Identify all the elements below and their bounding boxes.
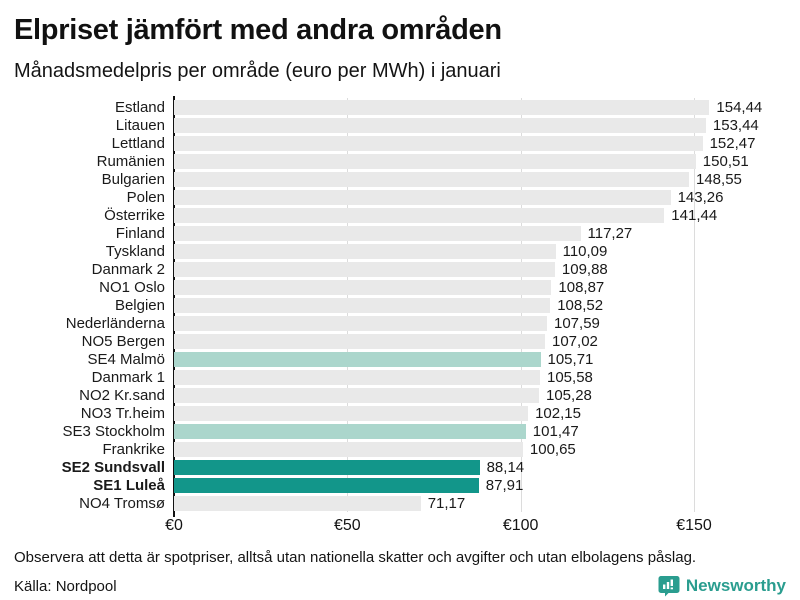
brand-name: Newsworthy bbox=[685, 576, 786, 596]
bar-track bbox=[174, 388, 786, 403]
bar-value: 153,44 bbox=[712, 116, 759, 134]
category-label: Lettland bbox=[111, 134, 165, 152]
chart-row bbox=[14, 188, 786, 206]
category-label: Nederländerna bbox=[65, 314, 165, 332]
category-label: Estland bbox=[114, 98, 165, 116]
bar-track bbox=[174, 280, 786, 295]
bar-value: 88,14 bbox=[486, 458, 525, 476]
bar-track bbox=[174, 352, 786, 367]
bar-track bbox=[174, 334, 786, 349]
bar-value: 117,27 bbox=[587, 224, 633, 242]
chart-row bbox=[14, 98, 786, 116]
bar-track bbox=[174, 190, 786, 205]
bar bbox=[174, 406, 528, 421]
bar-value: 154,44 bbox=[716, 98, 763, 116]
bar-track bbox=[174, 154, 786, 169]
bar-value: 87,91 bbox=[485, 476, 524, 494]
category-label: Danmark 1 bbox=[91, 368, 165, 386]
bar-value: 110,09 bbox=[562, 242, 608, 260]
bar-track bbox=[174, 424, 786, 439]
bar bbox=[174, 442, 523, 457]
bar-track bbox=[174, 370, 786, 385]
bar bbox=[174, 208, 664, 223]
bar bbox=[174, 190, 671, 205]
bar bbox=[174, 334, 545, 349]
chart-row bbox=[14, 152, 786, 170]
chart-row bbox=[14, 296, 786, 314]
footnote: Observera att detta är spotpriser, alltså utan nationella skatter och avgifter och utan elbolagens påslag. bbox=[14, 549, 697, 567]
bar bbox=[174, 154, 696, 169]
x-tick-label: €50 bbox=[333, 517, 361, 535]
newsworthy-chart-bubble-icon bbox=[658, 575, 680, 597]
bar-track bbox=[174, 496, 786, 511]
bar-value: 100,65 bbox=[529, 440, 576, 458]
bar-track bbox=[174, 262, 786, 277]
bar bbox=[174, 226, 581, 241]
chart-row bbox=[14, 314, 786, 332]
chart-row bbox=[14, 278, 786, 296]
bar bbox=[174, 136, 703, 151]
bar-track bbox=[174, 136, 786, 151]
bar bbox=[174, 352, 541, 367]
bar-value: 143,26 bbox=[677, 188, 724, 206]
chart-row bbox=[14, 260, 786, 278]
bar-track bbox=[174, 100, 786, 115]
bar-track bbox=[174, 118, 786, 133]
chart-row bbox=[14, 242, 786, 260]
bar-value: 141,44 bbox=[671, 206, 718, 224]
bar bbox=[174, 262, 555, 277]
chart-subtitle: Månadsmedelpris per område (euro per MWh) i januari bbox=[14, 60, 501, 83]
bar-track bbox=[174, 208, 786, 223]
category-label: Litauen bbox=[115, 116, 165, 134]
chart-row bbox=[14, 170, 786, 188]
source-label: Källa: Nordpool bbox=[14, 577, 117, 595]
category-label: Rumänien bbox=[96, 152, 165, 170]
category-label: SE2 Sundsvall bbox=[61, 458, 165, 476]
bar-value: 109,88 bbox=[561, 260, 608, 278]
bar-track bbox=[174, 406, 786, 421]
category-label: Danmark 2 bbox=[91, 260, 165, 278]
chart-rows bbox=[14, 98, 786, 512]
bar bbox=[174, 172, 689, 187]
bar bbox=[174, 100, 709, 115]
chart-row bbox=[14, 332, 786, 350]
bar-track bbox=[174, 478, 786, 493]
chart-row bbox=[14, 116, 786, 134]
chart-row bbox=[14, 386, 786, 404]
bar-track bbox=[174, 442, 786, 457]
bar bbox=[174, 424, 526, 439]
bar-track bbox=[174, 226, 786, 241]
bar-track bbox=[174, 316, 786, 331]
category-label: Finland bbox=[115, 224, 165, 242]
bar-value: 105,58 bbox=[547, 368, 593, 386]
chart-row bbox=[14, 458, 786, 476]
category-label: SE3 Stockholm bbox=[62, 422, 165, 440]
bar bbox=[174, 496, 421, 511]
bar bbox=[174, 316, 547, 331]
category-label: NO2 Kr.sand bbox=[79, 386, 165, 404]
category-label: Bulgarien bbox=[101, 170, 165, 188]
category-label: NO3 Tr.heim bbox=[80, 404, 165, 422]
category-label: SE1 Luleå bbox=[93, 476, 165, 494]
bar-value: 101,47 bbox=[532, 422, 579, 440]
page-title: Elpriset jämfört med andra områden bbox=[14, 14, 502, 46]
chart-row bbox=[14, 422, 786, 440]
bar-value: 148,55 bbox=[696, 170, 742, 188]
bar bbox=[174, 478, 479, 493]
bar bbox=[174, 280, 551, 295]
bar-value: 108,87 bbox=[558, 278, 605, 296]
bar-value: 152,47 bbox=[709, 134, 756, 152]
category-label: NO4 Tromsø bbox=[79, 494, 165, 512]
chart-row bbox=[14, 224, 786, 242]
category-label: Polen bbox=[126, 188, 165, 206]
source-row bbox=[14, 575, 786, 597]
category-label: Tyskland bbox=[105, 242, 165, 260]
bar-chart bbox=[14, 98, 786, 538]
category-label: NO5 Bergen bbox=[81, 332, 165, 350]
bar bbox=[174, 370, 540, 385]
bar-value: 150,51 bbox=[702, 152, 749, 170]
bar bbox=[174, 118, 706, 133]
chart-row bbox=[14, 440, 786, 458]
bar-value: 108,52 bbox=[557, 296, 604, 314]
bar-value: 105,28 bbox=[546, 386, 592, 404]
chart-row bbox=[14, 404, 786, 422]
bar-value: 107,59 bbox=[554, 314, 600, 332]
chart-row bbox=[14, 368, 786, 386]
bar bbox=[174, 460, 480, 475]
newsworthy-logo bbox=[658, 575, 786, 597]
bar-value: 105,71 bbox=[547, 350, 594, 368]
bar-value: 102,15 bbox=[535, 404, 581, 422]
chart-row bbox=[14, 476, 786, 494]
bar-value: 71,17 bbox=[427, 494, 466, 512]
category-label: Österrike bbox=[104, 206, 165, 224]
chart-row bbox=[14, 494, 786, 512]
bar bbox=[174, 388, 539, 403]
x-axis bbox=[165, 512, 786, 538]
bar-track bbox=[174, 172, 786, 187]
x-tick-label: €100 bbox=[502, 517, 539, 535]
category-label: Frankrike bbox=[102, 440, 165, 458]
chart-row bbox=[14, 350, 786, 368]
chart-row bbox=[14, 206, 786, 224]
bar bbox=[174, 244, 556, 259]
category-label: SE4 Malmö bbox=[87, 350, 165, 368]
bar bbox=[174, 298, 550, 313]
chart-row bbox=[14, 134, 786, 152]
bar-value: 107,02 bbox=[552, 332, 598, 350]
bar-track bbox=[174, 244, 786, 259]
x-tick-label: €0 bbox=[165, 517, 183, 535]
bar-track bbox=[174, 460, 786, 475]
x-tick-label: €150 bbox=[676, 517, 712, 535]
bar-track bbox=[174, 298, 786, 313]
category-label: NO1 Oslo bbox=[99, 278, 165, 296]
category-label: Belgien bbox=[114, 296, 165, 314]
